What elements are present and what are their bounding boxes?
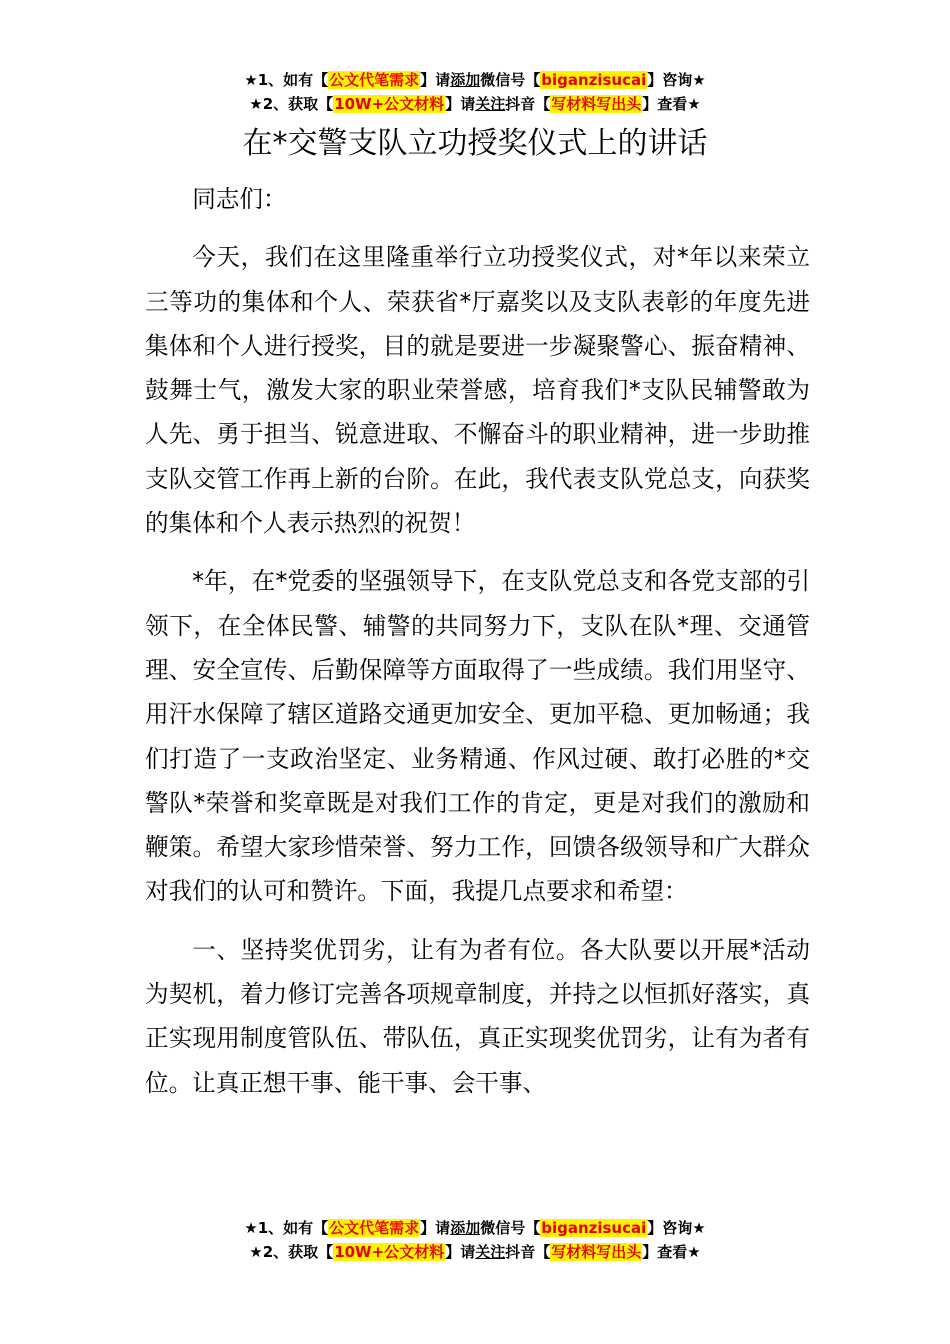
banner-underline: 关注 (475, 1243, 506, 1261)
banner-underline: 关注 (475, 95, 506, 113)
banner-text: ★1、如有【 (244, 1219, 329, 1237)
salutation: 同志们： (192, 185, 287, 213)
banner-text: 微信号【 (480, 71, 541, 89)
banner-line-1 (0, 1216, 950, 1240)
banner-text: 】请 (445, 95, 476, 113)
banner-underline: 添加 (450, 1219, 481, 1237)
banner-underline: 添加 (450, 71, 481, 89)
banner-highlight: biganzisucai (541, 1219, 647, 1237)
banner-text: 】咨询★ (647, 1219, 706, 1237)
header-banner (0, 68, 950, 116)
banner-text: 抖音【 (505, 95, 551, 113)
paragraph: 一、坚持奖优罚劣，让有为者有位。各大队要以开展*活动为契机，着力修订完善各项规章制度，并持之以恒抓好落实，真正实现用制度管队伍、带队伍，真正实现奖优罚劣，让有为者有位。让真正想干事、能干事、会干事、 (145, 935, 810, 1097)
banner-text: 】请 (420, 1219, 451, 1237)
banner-text: ★2、获取【 (249, 95, 334, 113)
banner-text: ★2、获取【 (249, 1243, 334, 1261)
banner-text: 】查看★ (642, 1243, 701, 1261)
banner-highlight: 写材料写出头 (551, 95, 642, 113)
banner-text: 】请 (445, 1243, 476, 1261)
banner-highlight: 10W+公文材料 (334, 1243, 445, 1261)
footer-banner (0, 1216, 950, 1264)
banner-text: 】查看★ (642, 95, 701, 113)
banner-line-2 (0, 1240, 950, 1264)
banner-highlight: 公文代笔需求 (329, 71, 420, 89)
banner-highlight: 公文代笔需求 (329, 1219, 420, 1237)
banner-text: 】咨询★ (647, 71, 706, 89)
paragraph: 今天，我们在这里隆重举行立功授奖仪式，对*年以来荣立三等功的集体和个人、荣获省*厅嘉奖以及支队表彰的年度先进集体和个人进行授奖，目的就是要进一步凝聚警心、振奋精神、鼓舞士气，激发大家的职业荣誉感，培育我们*支队民辅警敢为人先、勇于担当、锐意进取、不懈奋斗的职业精神，进一步助推支队交管工作再上新的台阶。在此，我代表支队党总支，向获奖的集体和个人表示热烈的祝贺！ (145, 243, 810, 538)
document-body (145, 177, 810, 1119)
document-title: 在*交警支队立功授奖仪式上的讲话 (242, 126, 708, 161)
banner-line-2 (0, 92, 950, 116)
banner-line-1 (0, 68, 950, 92)
banner-text: 抖音【 (505, 1243, 551, 1261)
banner-text: 】请 (420, 71, 451, 89)
banner-text: 微信号【 (480, 1219, 541, 1237)
banner-text: ★1、如有【 (244, 71, 329, 89)
banner-highlight: biganzisucai (541, 71, 647, 89)
banner-highlight: 写材料写出头 (551, 1243, 642, 1261)
banner-highlight: 10W+公文材料 (334, 95, 445, 113)
paragraph: *年，在*党委的坚强领导下，在支队党总支和各党支部的引领下，在全体民警、辅警的共同努力下，支队在队*理、交通管理、安全宣传、后勤保障等方面取得了一些成绩。我们用坚守、用汗水保障了辖区道路交通更加安全、更加平稳、更加畅通；我们打造了一支政治坚定、业务精通、作风过硬、敢打必胜的*交警队*荣誉和奖章既是对我们工作的肯定，更是对我们的激励和鞭策。希望大家珍惜荣誉、努力工作，回馈各级领导和广大群众对我们的认可和赞许。下面，我提几点要求和希望： (145, 567, 810, 906)
